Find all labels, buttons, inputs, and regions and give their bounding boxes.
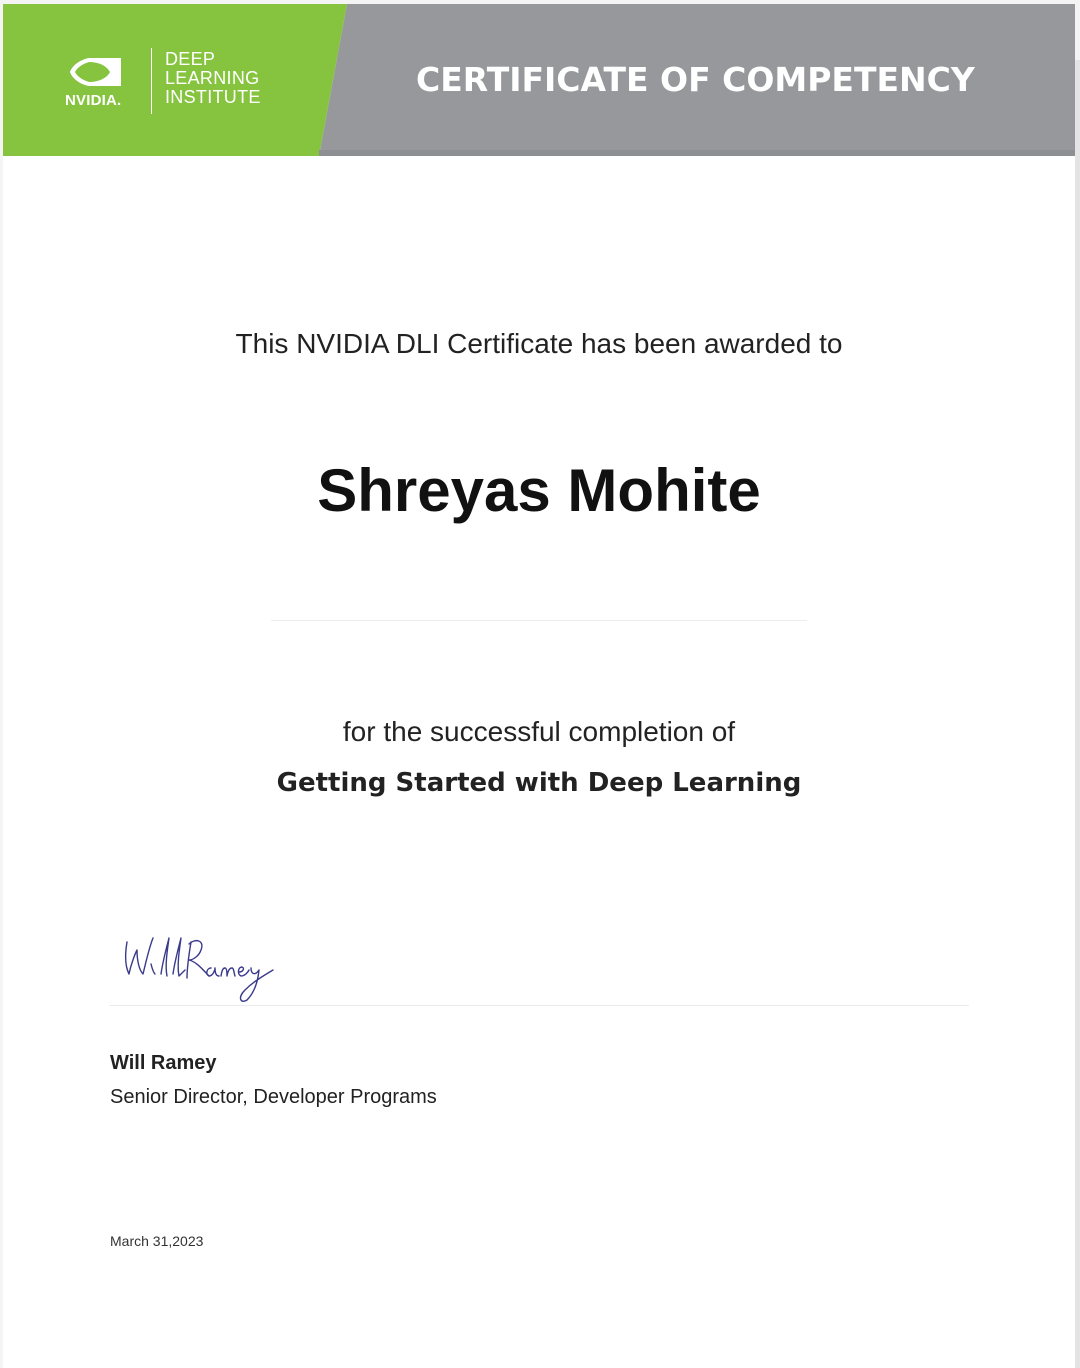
signer-name: Will Ramey [110,1052,217,1074]
completion-statement: for the successful completion of [342,716,736,747]
course-title: Getting Started with Deep Learning [276,768,802,798]
signer-title: Senior Director, Developer Programs [110,1086,437,1108]
nvidia-dli-logo [65,48,325,118]
certificate-title: CERTIFICATE OF COMPETENCY [416,60,975,99]
nvidia-wordmark: NVIDIA. [65,92,122,109]
dli-line-2: LEARNING [165,68,260,88]
signature-line [109,1005,969,1006]
handwritten-signature [115,930,285,1006]
nvidia-eye-icon [69,54,123,90]
recipient-name: Shreyas Mohite [317,457,761,524]
awarded-statement: This NVIDIA DLI Certificate has been awarded to [235,328,843,359]
header-gray-shadow [319,150,1075,156]
issue-date: March 31,2023 [110,1233,204,1249]
name-divider [271,620,807,621]
certificate-page [3,4,1075,1368]
logo-divider [151,48,152,114]
certificate-header [3,4,1075,156]
page-edge-shadow [1075,60,1080,1368]
dli-line-3: INSTITUTE [165,87,261,107]
dli-institute-name [165,50,261,107]
dli-line-1: DEEP [165,49,216,69]
